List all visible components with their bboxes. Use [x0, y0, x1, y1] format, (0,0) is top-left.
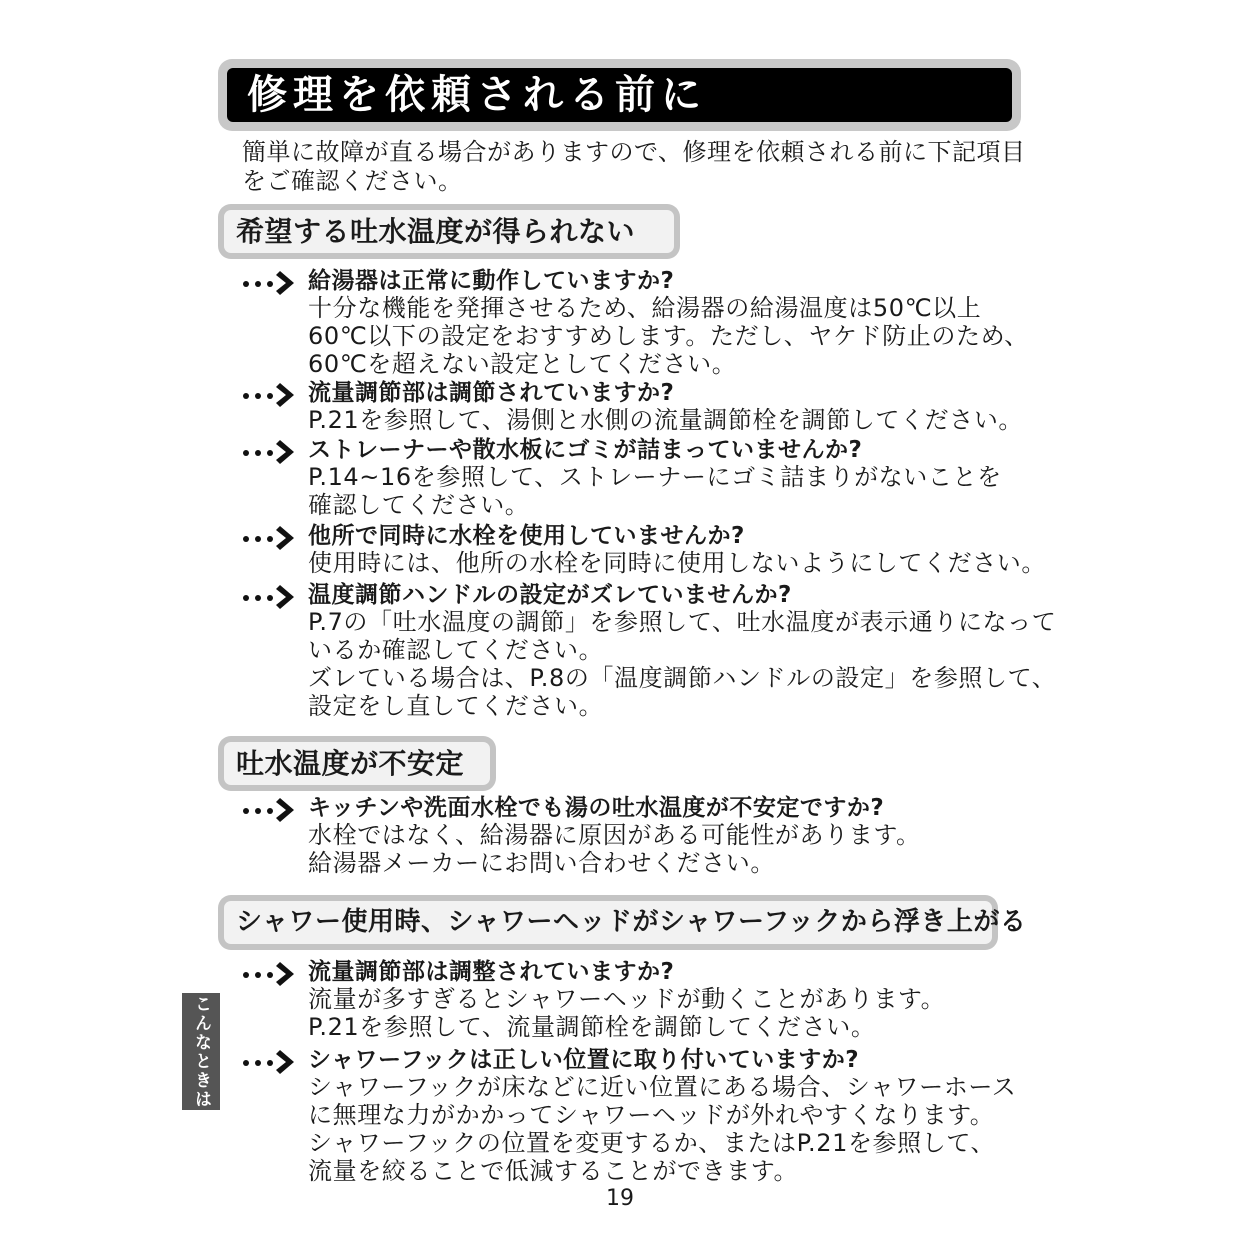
check-question: 給湯器は正常に動作していますか?	[308, 268, 675, 294]
answer-line: 流量を絞ることで低減することができます。	[308, 1157, 799, 1185]
answer-line: P.7の「吐水温度の調節」を参照して、吐水温度が表示通りになって	[308, 608, 1057, 636]
check-answer	[308, 821, 921, 877]
answer-line: P.21を参照して、湯側と水側の流量調節栓を調節してください。	[308, 406, 1024, 434]
check-question: 流量調節部は調整されていますか?	[308, 959, 675, 985]
check-question: 流量調節部は調節されていますか?	[308, 380, 675, 406]
section-heading-box	[218, 736, 496, 791]
check-question: 温度調節ハンドルの設定がズレていませんか?	[308, 582, 792, 608]
answer-line: 60℃を超えない設定としてください。	[308, 350, 737, 378]
check-answer	[308, 463, 1002, 519]
section-heading-box	[218, 895, 1027, 950]
check-answer	[308, 549, 1046, 577]
arrow-bullet-icon	[240, 437, 304, 467]
intro-line: をご確認ください。	[242, 167, 463, 195]
answer-line: 確認してください。	[308, 491, 530, 519]
arrow-bullet-icon	[240, 582, 304, 612]
answer-line: シャワーフックが床などに近い位置にある場合、シャワーホース	[308, 1073, 1017, 1101]
answer-line: に無理な力がかかってシャワーヘッドが外れやすくなります。	[308, 1101, 995, 1129]
side-index-tab: こんなときは	[182, 993, 220, 1110]
section-heading: シャワー使用時、シャワーヘッドがシャワーフックから浮き上がる	[224, 901, 992, 944]
page-title-box	[218, 59, 1021, 131]
arrow-bullet-icon	[240, 1047, 304, 1077]
arrow-bullet-icon	[240, 268, 304, 298]
answer-line: ズレている場合は、P.8の「温度調節ハンドルの設定」を参照して、	[308, 664, 1057, 692]
answer-line: 給湯器メーカーにお問い合わせください。	[308, 849, 775, 877]
arrow-bullet-icon	[240, 380, 304, 410]
answer-line: いるか確認してください。	[308, 636, 604, 664]
section-heading-box	[218, 204, 680, 259]
answer-line: 設定をし直してください。	[308, 692, 604, 720]
page-number: 19	[606, 1186, 634, 1211]
answer-line: 使用時には、他所の水栓を同時に使用しないようにしてください。	[308, 549, 1046, 577]
check-question: キッチンや洗面水栓でも湯の吐水温度が不安定ですか?	[308, 795, 885, 821]
page-title: 修理を依頼される前に	[227, 68, 1012, 122]
check-answer	[308, 608, 1056, 720]
arrow-bullet-icon	[240, 959, 304, 989]
intro-line: 簡単に故障が直る場合がありますので、修理を依頼される前に下記項目	[242, 138, 1026, 166]
intro-text	[242, 138, 1026, 196]
answer-line: P.21を参照して、流量調節栓を調節してください。	[308, 1013, 876, 1041]
answer-line: 水栓ではなく、給湯器に原因がある可能性があります。	[308, 821, 921, 849]
check-question: 他所で同時に水栓を使用していませんか?	[308, 523, 745, 549]
answer-line: P.14~16を参照して、ストレーナーにゴミ詰まりがないことを	[308, 463, 1002, 491]
answer-line: 十分な機能を発揮させるため、給湯器の給湯温度は50℃以上	[308, 294, 982, 322]
check-answer	[308, 406, 1023, 434]
check-question: シャワーフックは正しい位置に取り付いていますか?	[308, 1047, 860, 1073]
answer-line: 60℃以下の設定をおすすめします。ただし、ヤケド防止のため、	[308, 322, 1029, 350]
arrow-bullet-icon	[240, 523, 304, 553]
check-answer	[308, 985, 945, 1041]
check-answer	[308, 1073, 1016, 1185]
check-answer	[308, 294, 1029, 378]
arrow-bullet-icon	[240, 795, 304, 825]
section-heading: 吐水温度が不安定	[224, 742, 490, 785]
check-question: ストレーナーや散水板にゴミが詰まっていませんか?	[308, 437, 863, 463]
answer-line: シャワーフックの位置を変更するか、またはP.21を参照して、	[308, 1129, 996, 1157]
answer-line: 流量が多すぎるとシャワーヘッドが動くことがあります。	[308, 985, 946, 1013]
section-heading: 希望する吐水温度が得られない	[224, 210, 674, 253]
